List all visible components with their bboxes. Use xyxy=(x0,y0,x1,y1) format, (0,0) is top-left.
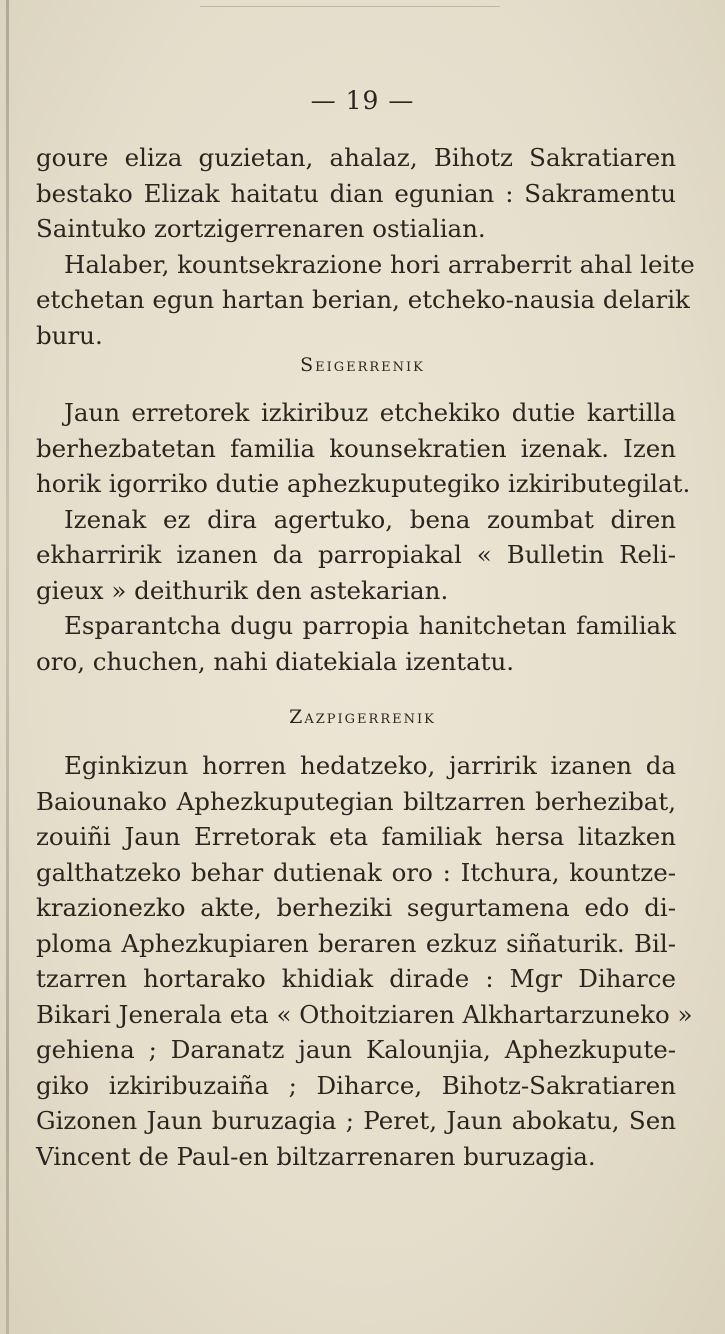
text-line: gieux » deithurik den astekarian. xyxy=(36,575,449,605)
section-heading-seigerrenik: Seigerrenik xyxy=(300,354,425,376)
text-line: horik igorriko dutie aphezkuputegiko izkiributegilat. xyxy=(36,469,691,498)
text-line: ekharririk izanen da parropiakal « Bulletin Reli- xyxy=(36,540,676,569)
text-line: Saintuko zortzigerrenaren ostialian. xyxy=(36,214,486,243)
text-line: ploma Aphezkupiaren beraren ezkuz siñaturik. Bil- xyxy=(36,928,676,958)
text-line: Izenak ez dira agertuko, bena zoumbat diren xyxy=(64,504,676,534)
text-line: Eginkizun horren hedatzeko, jarririk izanen da xyxy=(64,751,676,780)
text-line: gehiena ; Daranatz jaun Kalounjia, Aphezkupute- xyxy=(36,1035,676,1064)
page-edge xyxy=(6,0,9,1334)
text-line: Bikari Jenerala eta « Othoitziaren Alkhartarzuneko » xyxy=(36,999,693,1029)
text-line: bestako Elizak haitatu dian egunian : Sakramentu xyxy=(36,178,676,208)
text-line: Baiounako Aphezkuputegian biltzarren berhezibat, xyxy=(36,786,676,816)
text-line: galthatzeko behar dutienak oro : Itchura, kountze- xyxy=(36,857,676,887)
page-number: — 19 — xyxy=(310,86,415,115)
text-line: etchetan egun hartan berian, etcheko-nausia delarik xyxy=(36,285,690,314)
text-line: zouiñi Jaun Erretorak eta familiak hersa litazken xyxy=(36,822,676,851)
top-rule xyxy=(200,6,500,7)
text-line: Esparantcha dugu parropia hanitchetan familiak xyxy=(64,611,676,640)
text-line: tzarren hortarako khidiak dirade : Mgr Diharce xyxy=(36,964,676,993)
text-line: oro, chuchen, nahi diatekiala izentatu. xyxy=(36,646,515,676)
text-line: Vincent de Paul-en biltzarrenaren buruzagia. xyxy=(36,1141,596,1171)
text-line: giko izkiribuzaiña ; Diharce, Bihotz-Sakratiaren xyxy=(36,1070,676,1100)
text-line: Gizonen Jaun buruzagia ; Peret, Jaun abokatu, Sen xyxy=(36,1106,676,1135)
text-line: krazionezko akte, berheziki segurtamena edo di- xyxy=(36,893,676,922)
text-line: Halaber, kountsekrazione hori arraberrit ahal leite xyxy=(64,249,695,279)
paragraph-block-2 xyxy=(36,395,691,679)
text-line: buru. xyxy=(36,320,103,350)
text-line: berhezbatetan familia kounsekratien izenak. Izen xyxy=(36,433,676,463)
text-line: Jaun erretorek izkiribuz etchekiko dutie kartilla xyxy=(64,398,676,427)
section-heading-zazpigerrenik: Zazpigerrenik xyxy=(289,706,436,728)
paragraph-block-1 xyxy=(36,140,695,353)
text-line: goure eliza guzietan, ahalaz, Bihotz Sakratiaren xyxy=(36,143,676,172)
paragraph-block-3 xyxy=(36,748,693,1174)
